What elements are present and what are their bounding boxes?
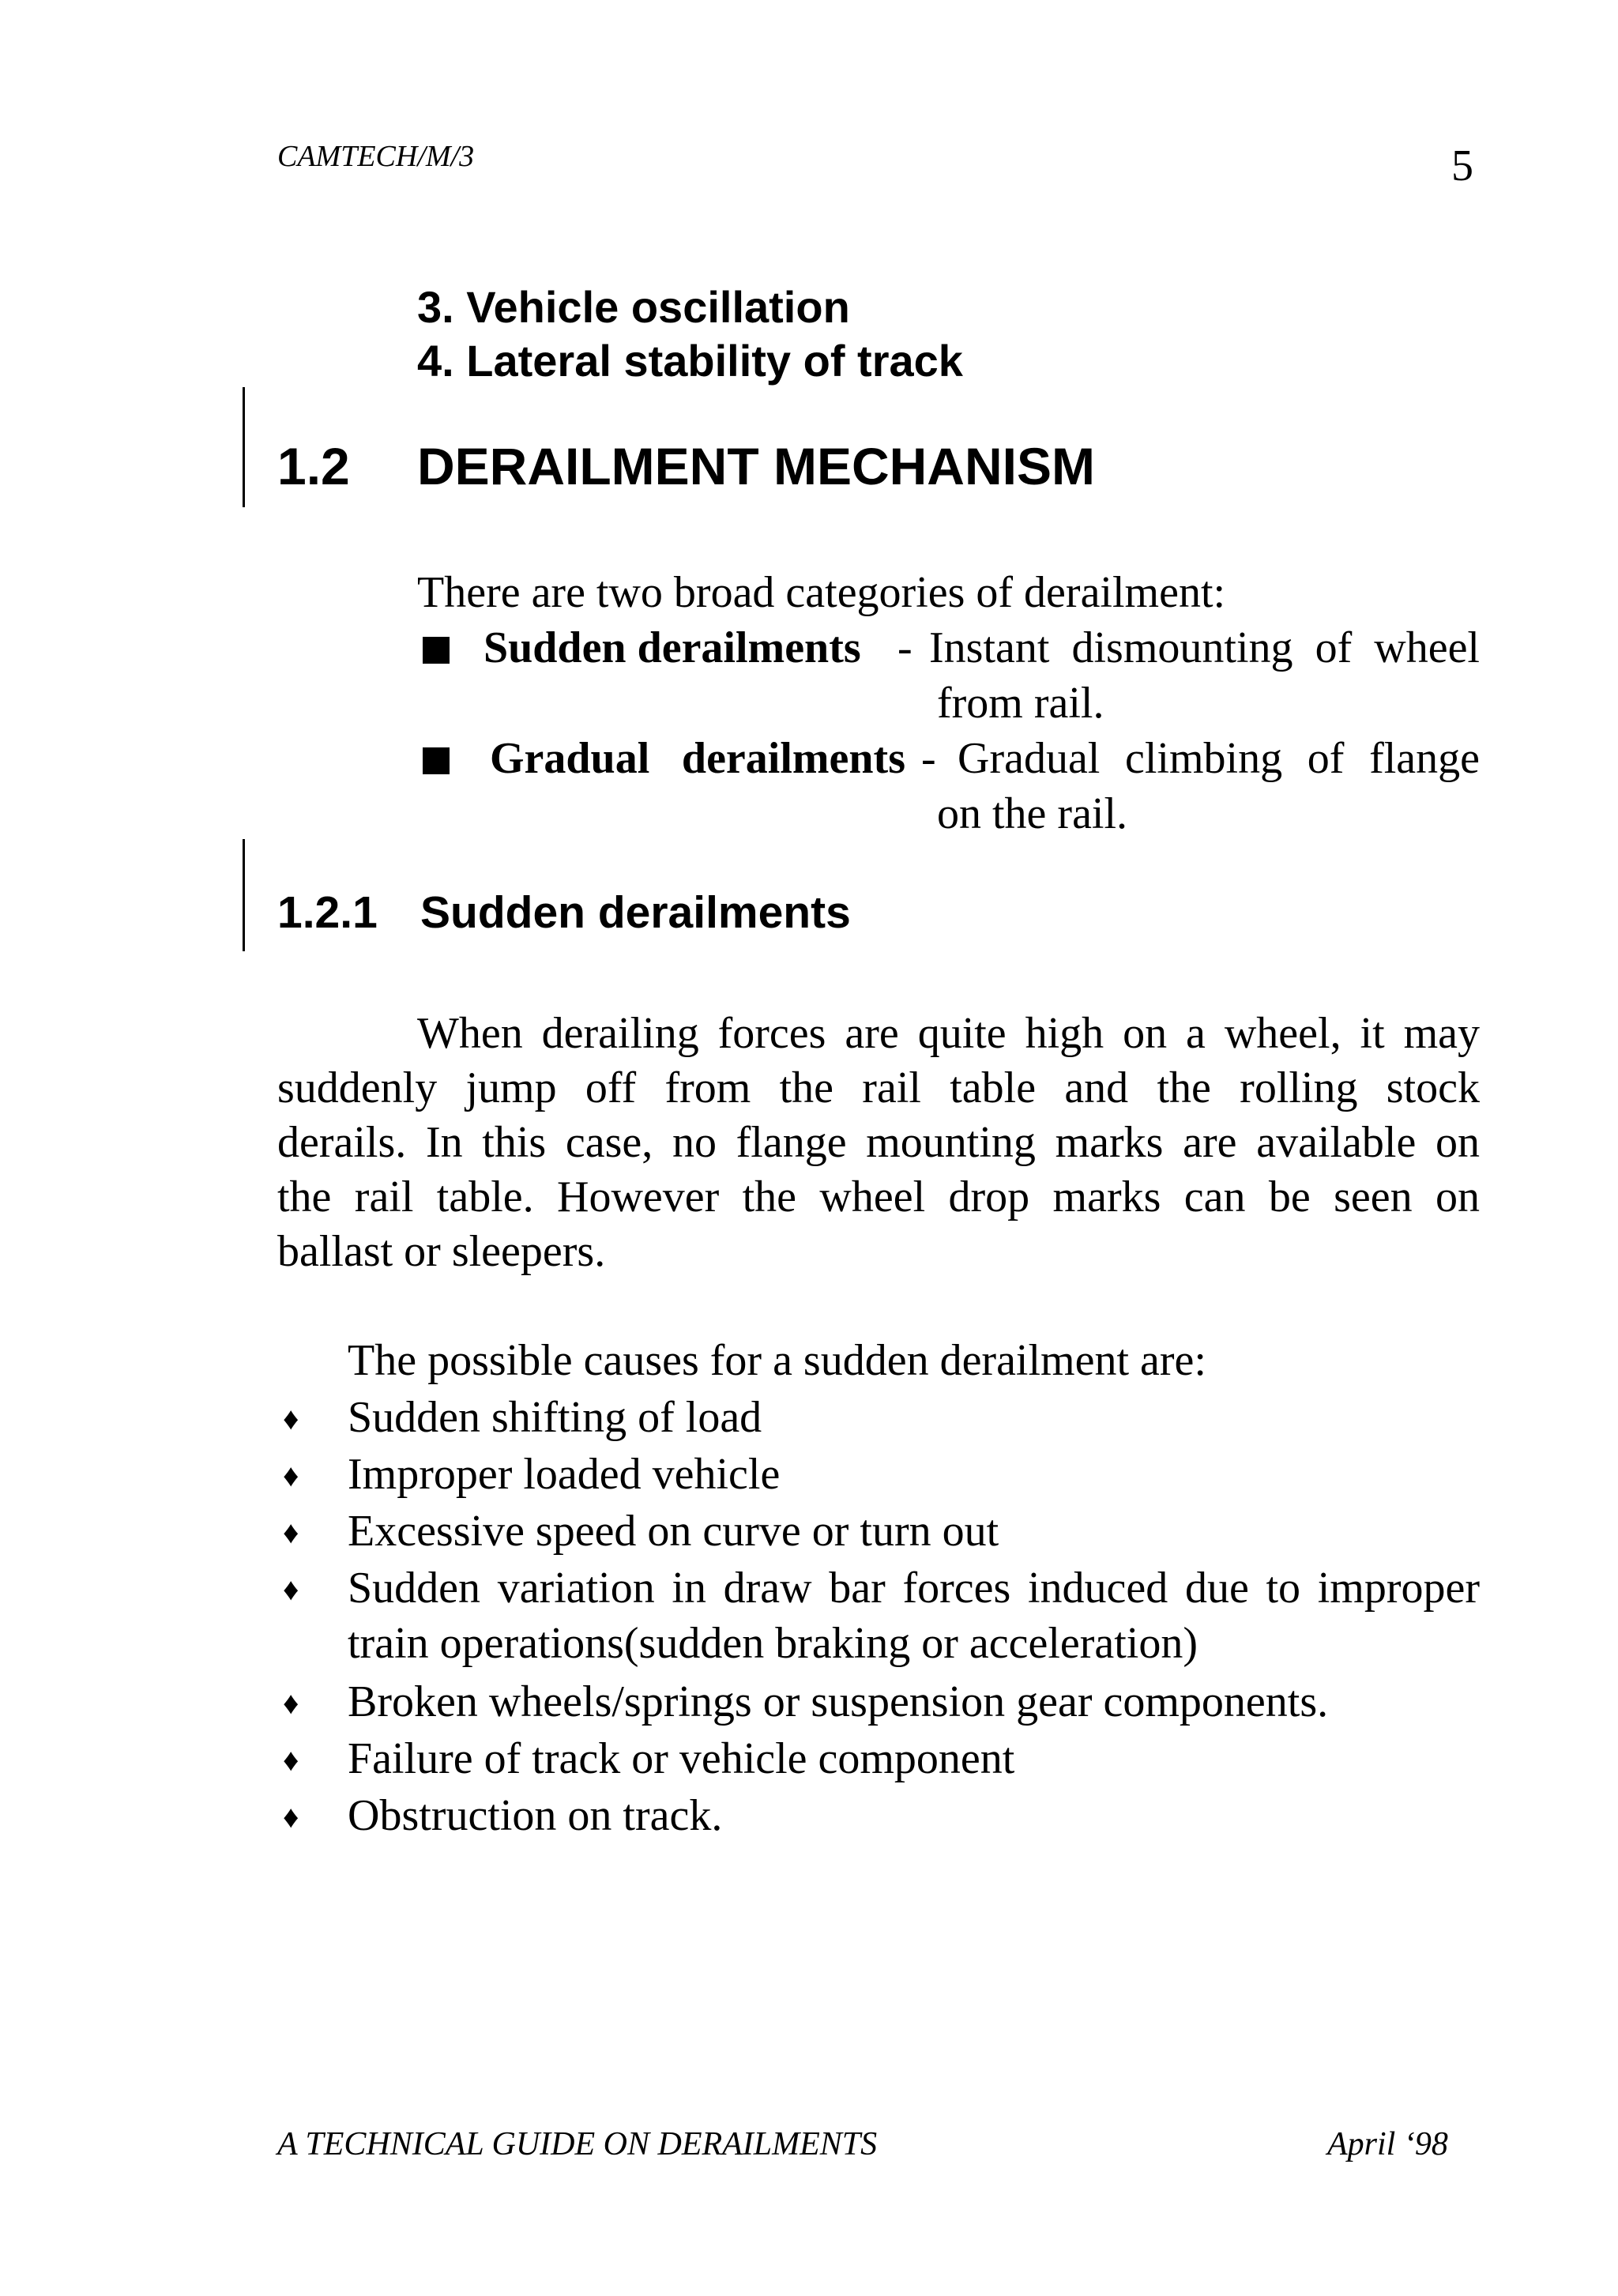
list-item-lateral-stability: 4. Lateral stability of track (417, 336, 963, 386)
diamond-bullet-icon: ♦ (283, 1799, 299, 1835)
diamond-bullet-icon: ♦ (283, 1458, 299, 1493)
page-number: 5 (1451, 141, 1473, 190)
category-gradual-desc-cont: on the rail. (937, 789, 1128, 838)
category-sudden-term: Sudden derailments (484, 623, 861, 672)
paragraph-line: derails. In this case, no flange mounting marks are available on (277, 1118, 1480, 1167)
footer-date: April ‘98 (1327, 2126, 1448, 2162)
category-gradual-sep: - (921, 734, 936, 783)
paragraph-line: ballast or sleepers. (277, 1227, 606, 1276)
category-sudden-desc: Instant dismounting of wheel (929, 623, 1480, 672)
section-number: 1.2 (277, 437, 350, 495)
paragraph-line: the rail table. However the wheel drop marks can be seen on (277, 1172, 1480, 1221)
causes-intro: The possible causes for a sudden derailment are: (348, 1336, 1206, 1385)
footer-title: A TECHNICAL GUIDE ON DERAILMENTS (277, 2126, 878, 2162)
cause-item: Sudden shifting of load (348, 1393, 762, 1442)
subsection-number: 1.2.1 (277, 887, 378, 938)
diamond-bullet-icon: ♦ (283, 1571, 299, 1607)
paragraph-line: When derailing forces are quite high on a wheel, it may (417, 1009, 1480, 1058)
change-bar (243, 387, 245, 507)
category-sudden-desc-cont: from rail. (937, 679, 1104, 728)
diamond-bullet-icon: ♦ (283, 1401, 299, 1436)
category-gradual-desc: Gradual climbing of flange (958, 734, 1480, 783)
diamond-bullet-icon: ♦ (283, 1685, 299, 1721)
diamond-bullet-icon: ♦ (283, 1515, 299, 1550)
paragraph-line: suddenly jump off from the rail table and the rolling stock (277, 1063, 1480, 1112)
cause-item: Broken wheels/springs or suspension gear components. (348, 1677, 1329, 1726)
category-sudden-sep: - (897, 623, 912, 672)
cause-item: Sudden variation in draw bar forces induced due to improper (348, 1564, 1480, 1613)
square-bullet-icon (423, 637, 450, 664)
diamond-bullet-icon: ♦ (283, 1742, 299, 1778)
section-title: DERAILMENT MECHANISM (417, 437, 1095, 495)
cause-item-cont: train operations(sudden braking or acceleration) (348, 1619, 1198, 1668)
running-header-doc-code: CAMTECH/M/3 (277, 140, 475, 173)
change-bar (243, 839, 245, 951)
cause-item: Improper loaded vehicle (348, 1450, 781, 1499)
category-gradual-term: Gradual derailments (490, 734, 905, 783)
cause-item: Excessive speed on curve or turn out (348, 1507, 999, 1556)
square-bullet-icon (423, 747, 450, 774)
subsection-title: Sudden derailments (420, 887, 851, 938)
cause-item: Obstruction on track. (348, 1791, 723, 1840)
cause-item: Failure of track or vehicle component (348, 1734, 1015, 1783)
list-item-vehicle-oscillation: 3. Vehicle oscillation (417, 282, 850, 332)
paragraph-sudden-derailments (277, 1007, 1480, 1279)
categories-intro: There are two broad categories of derailment: (417, 568, 1226, 617)
